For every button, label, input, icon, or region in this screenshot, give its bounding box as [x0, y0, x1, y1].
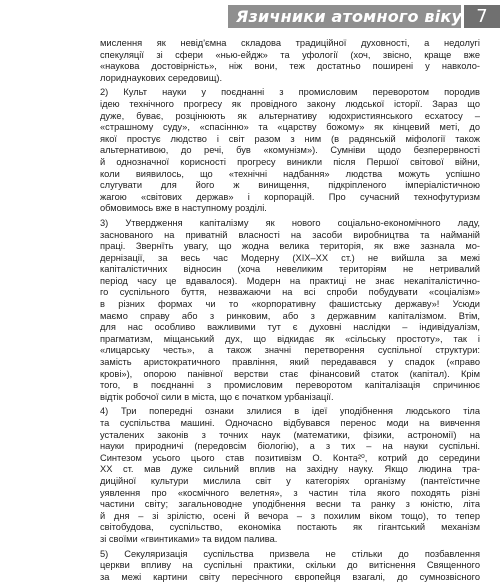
- text-line: за межі картини світу пересічного європейця взагалі, до сумнозвісного: [100, 571, 480, 582]
- text-line: науки природничі (передовсім біологію), а з тих – на науки суспільні.: [100, 441, 480, 452]
- text-line: слугувати для його ж винищення, підкріпленого імперіалістичною: [100, 180, 480, 191]
- text-line: й дня – зі зрілістю, осені й вечора – з похилим віком тощо), то тепер: [100, 510, 480, 521]
- body-text: [100, 38, 480, 583]
- text-line: й однозначної корисності прогресу виникли після Першої світової війни,: [100, 156, 480, 167]
- text-line: дуже, буває, розцінюють як альтернативу юдохристиянського есхатосу –: [100, 110, 480, 121]
- text-line: праці. Звернїть увагу, що жодна велика територія, як вже зазнала мо-: [100, 241, 480, 252]
- text-line: 5) Секуляризація суспільства призвела не стільки до позбавлення: [100, 548, 480, 559]
- text-line: Синтезом усього цього став позитивізм О. Конта²⁰, котрий до середини: [100, 452, 480, 463]
- text-line: світобудова, суспільство, економіка постають як гігантський механізм: [100, 522, 480, 533]
- text-line: жагою «світових держав» і корпорацій. Про сучасний технофутуризм: [100, 191, 480, 202]
- text-line: якої простує людство і світ разом з ним (в радянській міфології також: [100, 133, 480, 144]
- text-line: в різних формах чи то «корпоративну фашистську державу»! Усюди: [100, 299, 480, 310]
- text-line: 3) Утвердження капіталізму як нового соціально-економічного ладу,: [100, 217, 480, 228]
- text-line: уявлення про «космічного велетня», з частин тіла якого походять різні: [100, 487, 480, 498]
- text-line: крові»), опорою панівної верстви стає фінансовий статок (капітал). Крім: [100, 368, 480, 379]
- text-line: замість аристократичного правління, який передавався у спадок («право: [100, 357, 480, 368]
- text-line: відтік робочої сили в міста, що є початком урбанізації.: [100, 391, 334, 402]
- text-line: маємо справу або з ринковим, або з державним капіталізмом. Втім,: [100, 310, 480, 321]
- text-line: 2) Культ науки у поєднанні з промисловим переворотом породив: [100, 87, 480, 98]
- text-line: «лицарську честь», а також значні перетворення суспільної структури:: [100, 345, 480, 356]
- text-line: альтернативою, до речі, був «комунізм»). Сумніви щодо безперервності: [100, 145, 480, 156]
- text-line: частини світу; загальноводне уподібнення весни та ранку з юністю, літа: [100, 499, 480, 510]
- text-line: дернізації, за весь час Модерну (ХІХ–ХХ ст.) не вийшла за межі: [100, 252, 480, 263]
- text-line: прагматизм, міщанський дух, що відкидає як «сільську простоту», так і: [100, 333, 480, 344]
- page-number: 7: [476, 6, 488, 27]
- text-line: заснованого на приватній власності на засоби виробництва та найманій: [100, 229, 480, 240]
- text-line: ідею технічного прогресу як провідного закону людської історії. Зараз що: [100, 98, 480, 109]
- text-line: лориднаукових середовищ).: [100, 72, 223, 83]
- text-line: обмовимось вже в наступному розділі.: [100, 203, 267, 214]
- text-line: 4) Три попередні ознаки злилися в ідеї уподібнення людського тіла: [100, 406, 480, 417]
- text-line: «страшному суду», «спасінню» та «царству божому» як кінцевий меті, до: [100, 122, 480, 133]
- text-line: період часу це вдавалося). Модерн на практиці не знає некапіталістично-: [100, 275, 480, 286]
- text-line: зі своїми «гвинтиками» та видом палива.: [100, 533, 278, 544]
- text-line: та суспільства машині. Одночасно відбувався перенос моди на вивчення: [100, 418, 480, 428]
- text-line: капіталістичних відносин (хоча невеликим територіям не нетривалий: [100, 264, 480, 275]
- text-line: «наукова достовірність», ніж вони, теж достатньо поширені у навколо-: [100, 61, 480, 72]
- text-line: ХХ ст. мав дуже сильний вплив на західну науку. Якщо людина тра-: [100, 464, 480, 475]
- text-line: для нас особливо важливими тут є духовні наслідки – індивідуалізм,: [100, 322, 480, 333]
- text-line: церкви впливу на суспільні практики, скільки до витіснення Священного: [100, 560, 480, 571]
- text-line: диційної культури мислила світ у категоріях організму (пантеїстичне: [100, 475, 480, 486]
- text-line: усталених законів з точних наук (математики, фізики, астрономії) на: [100, 429, 480, 440]
- running-header-title: Язичники атомного віку: [236, 7, 463, 26]
- text-line: го суспільного буття, незважаючи на всі спроби побудувати «соціалізм»: [100, 287, 480, 298]
- text-line: мислення як невід'ємна складова традиційної духовності, а недолугі: [100, 38, 480, 48]
- text-line: того, в поєднанні з промисловим переворотом капіталізація спричинює: [100, 380, 480, 391]
- text-line: коли виявилось, що «технічні надбання» людства можуть успішно: [100, 168, 480, 179]
- text-line: спекуляції зі сфери «нью-ейдж» та уфології (хоч, звісно, краще вже: [100, 49, 480, 60]
